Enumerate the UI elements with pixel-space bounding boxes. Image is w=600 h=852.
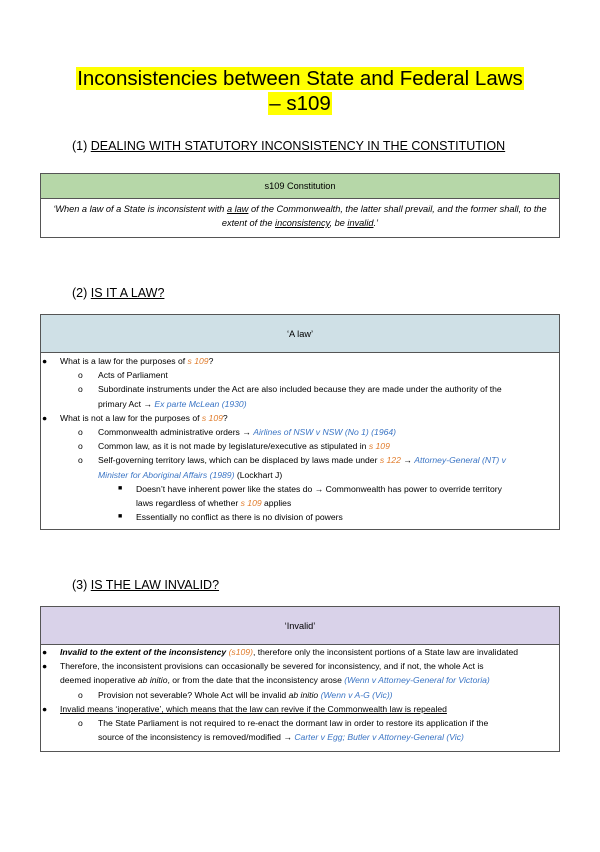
list-item: o Self-governing territory laws, which can be displaced by laws made under s 122 → Attorney-General (NT) v Minister for Aboriginal Affairs (1989) (Lockhart J) xyxy=(78,455,506,480)
page-title xyxy=(40,66,560,116)
list-item: o Commonwealth administrative orders → Airlines of NSW v NSW (No 1) (1964) xyxy=(78,427,397,438)
list-item: o Acts of Parliament xyxy=(78,370,168,381)
list-item: ● Invalid means ‘inoperative’, which means that the law can revive if the Commonwealth law is repealed xyxy=(42,703,447,714)
list-item: o Common law, as it is not made by legislature/executive as stipulated in s 109 xyxy=(78,441,390,452)
list-item: o The State Parliament is not required to re-enact the dormant law in order to restore its application if the source of the inconsistency is removed/modified → Carter v Egg; Butler v Attorney-General (Vic) xyxy=(78,718,489,743)
title-line-1: Inconsistencies between State and Federal Laws xyxy=(77,67,523,90)
section-3-heading xyxy=(72,578,219,592)
section-3-number: (3) xyxy=(72,578,91,592)
invalid-box-header: ‘Invalid’ xyxy=(41,607,559,645)
section-2-heading xyxy=(72,286,164,300)
section-1-number: (1) xyxy=(72,139,91,153)
section-1-heading xyxy=(72,139,505,153)
list-item: ● What is not a law for the purposes of s 109? xyxy=(42,412,228,423)
a-law-box xyxy=(40,314,560,352)
list-item: o Subordinate instruments under the Act are also included because they are made under the authority of the primary Act → Ex parte McLean (1930) xyxy=(78,384,502,409)
s109-box-header: s109 Constitution xyxy=(41,174,559,199)
section-2-number: (2) xyxy=(72,286,91,300)
list-item: ● What is a law for the purposes of s 109? xyxy=(42,356,214,366)
invalid-list xyxy=(40,645,560,744)
section-1-title: DEALING WITH STATUTORY INCONSISTENCY IN THE CONSTITUTION xyxy=(90,139,506,153)
s109-constitution-box xyxy=(40,173,560,238)
list-item: ● Invalid to the extent of the inconsistency (s109), therefore only the inconsistent portions of a State law are invalidated xyxy=(42,647,519,657)
a-law-box-header: ‘A law’ xyxy=(41,315,559,353)
a-law-list xyxy=(40,354,560,524)
section-3-title: IS THE LAW INVALID? xyxy=(90,578,220,592)
list-item: ● Therefore, the inconsistent provisions can occasionally be severed for inconsistency, and if not, the whole Act is deemed inoperative ab initio, or from the date that the inconsistency arose (Wenn v Attorney-General for Victoria) xyxy=(42,661,490,686)
list-item: ■ Essentially no conflict as there is no division of powers xyxy=(118,512,343,523)
list-item: ■ Doesn’t have inherent power like the states do → Commonwealth has power to override territory laws regardless of whether s 109 applies xyxy=(118,483,502,509)
s109-quote: ‘When a law of a State is inconsistent with a law of the Commonwealth, the latter shall prevail, and the former shall, to the extent of the inconsistency, be invalid.’ xyxy=(53,204,547,228)
section-2-title: IS IT A LAW? xyxy=(90,286,165,300)
title-line-2: – s109 xyxy=(269,92,331,115)
invalid-box xyxy=(40,606,560,644)
list-item: o Provision not severable? Whole Act will be invalid ab initio (Wenn v A-G (Vic)) xyxy=(78,689,393,700)
